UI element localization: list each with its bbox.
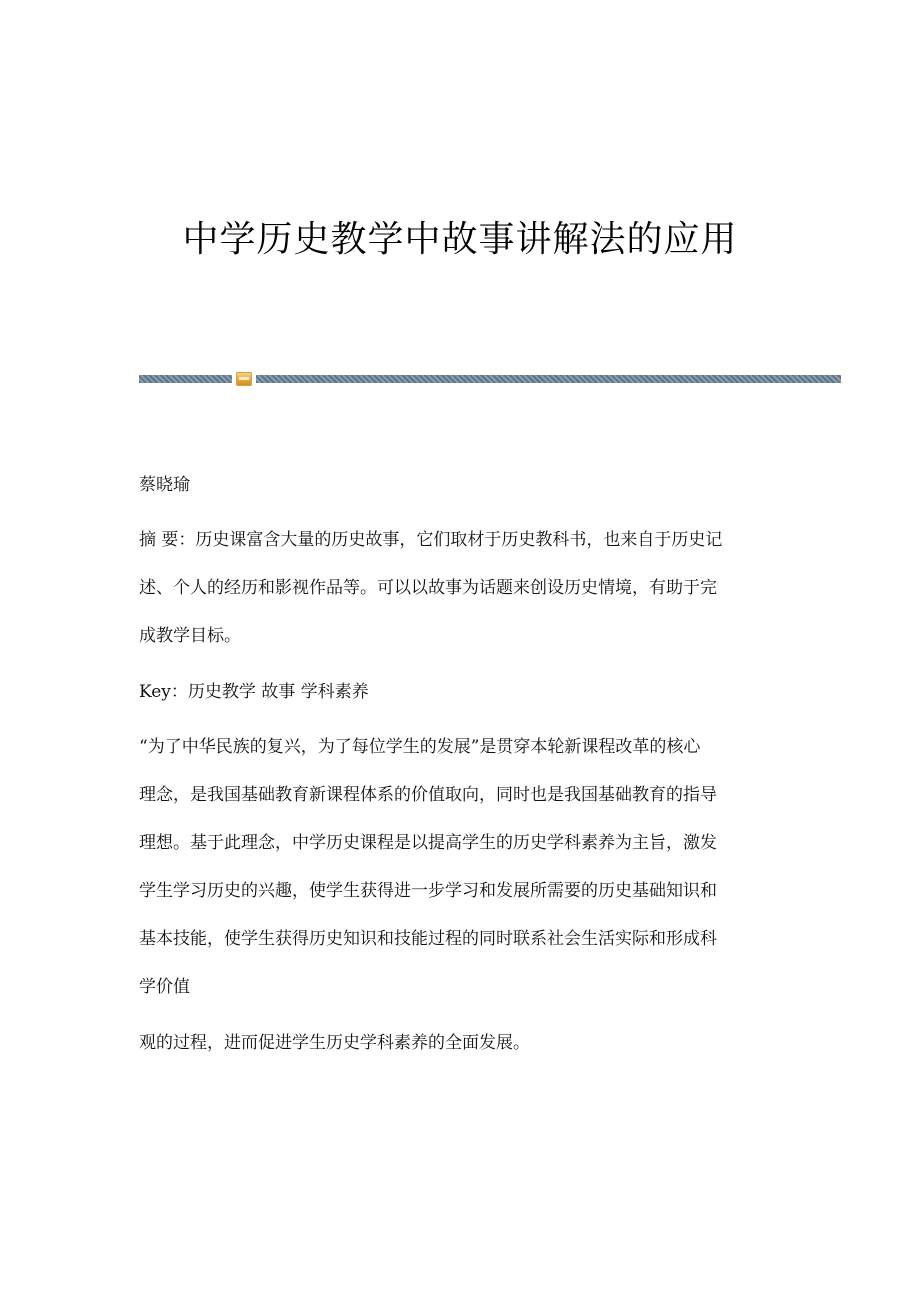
keywords: Key：历史教学 故事 学科素养 [139, 682, 369, 702]
paragraph-line: “为了中华民族的复兴，为了每位学生的发展”是贯穿本轮新课程改革的核心 [139, 737, 701, 757]
abstract [139, 528, 789, 648]
document-title: 中学历史教学中故事讲解法的应用 [182, 219, 738, 260]
abstract-line: 摘 要：历史课富含大量的历史故事，它们取材于历史教科书，也来自于历史记 [139, 530, 723, 550]
paragraph-line: 学价值 [139, 977, 190, 997]
abstract-line: 成教学目标。 [139, 626, 241, 646]
body-paragraph [139, 735, 789, 999]
divider-bar-right [256, 375, 841, 383]
paragraph-line: 学生学习历史的兴趣，使学生获得进一步学习和发展所需要的历史基础知识和 [139, 881, 717, 901]
paragraph-line: 基本技能，使学生获得历史知识和技能过程的同时联系社会生活实际和形成科 [139, 929, 717, 949]
divider-ornament-icon [236, 372, 252, 386]
title-divider [139, 375, 841, 383]
paragraph-line: 理想。基于此理念，中学历史课程是以提高学生的历史学科素养为主旨，激发 [139, 833, 717, 853]
abstract-line: 述、个人的经历和影视作品等。可以以故事为话题来创设历史情境，有助于完 [139, 578, 717, 598]
paragraph-line: 理念，是我国基础教育新课程体系的价值取向，同时也是我国基础教育的指导 [139, 785, 717, 805]
tail-paragraph: 观的过程，进而促进学生历史学科素养的全面发展。 [139, 1033, 530, 1053]
divider-bar-left [139, 375, 232, 383]
author-name: 蔡晓瑜 [139, 475, 190, 495]
